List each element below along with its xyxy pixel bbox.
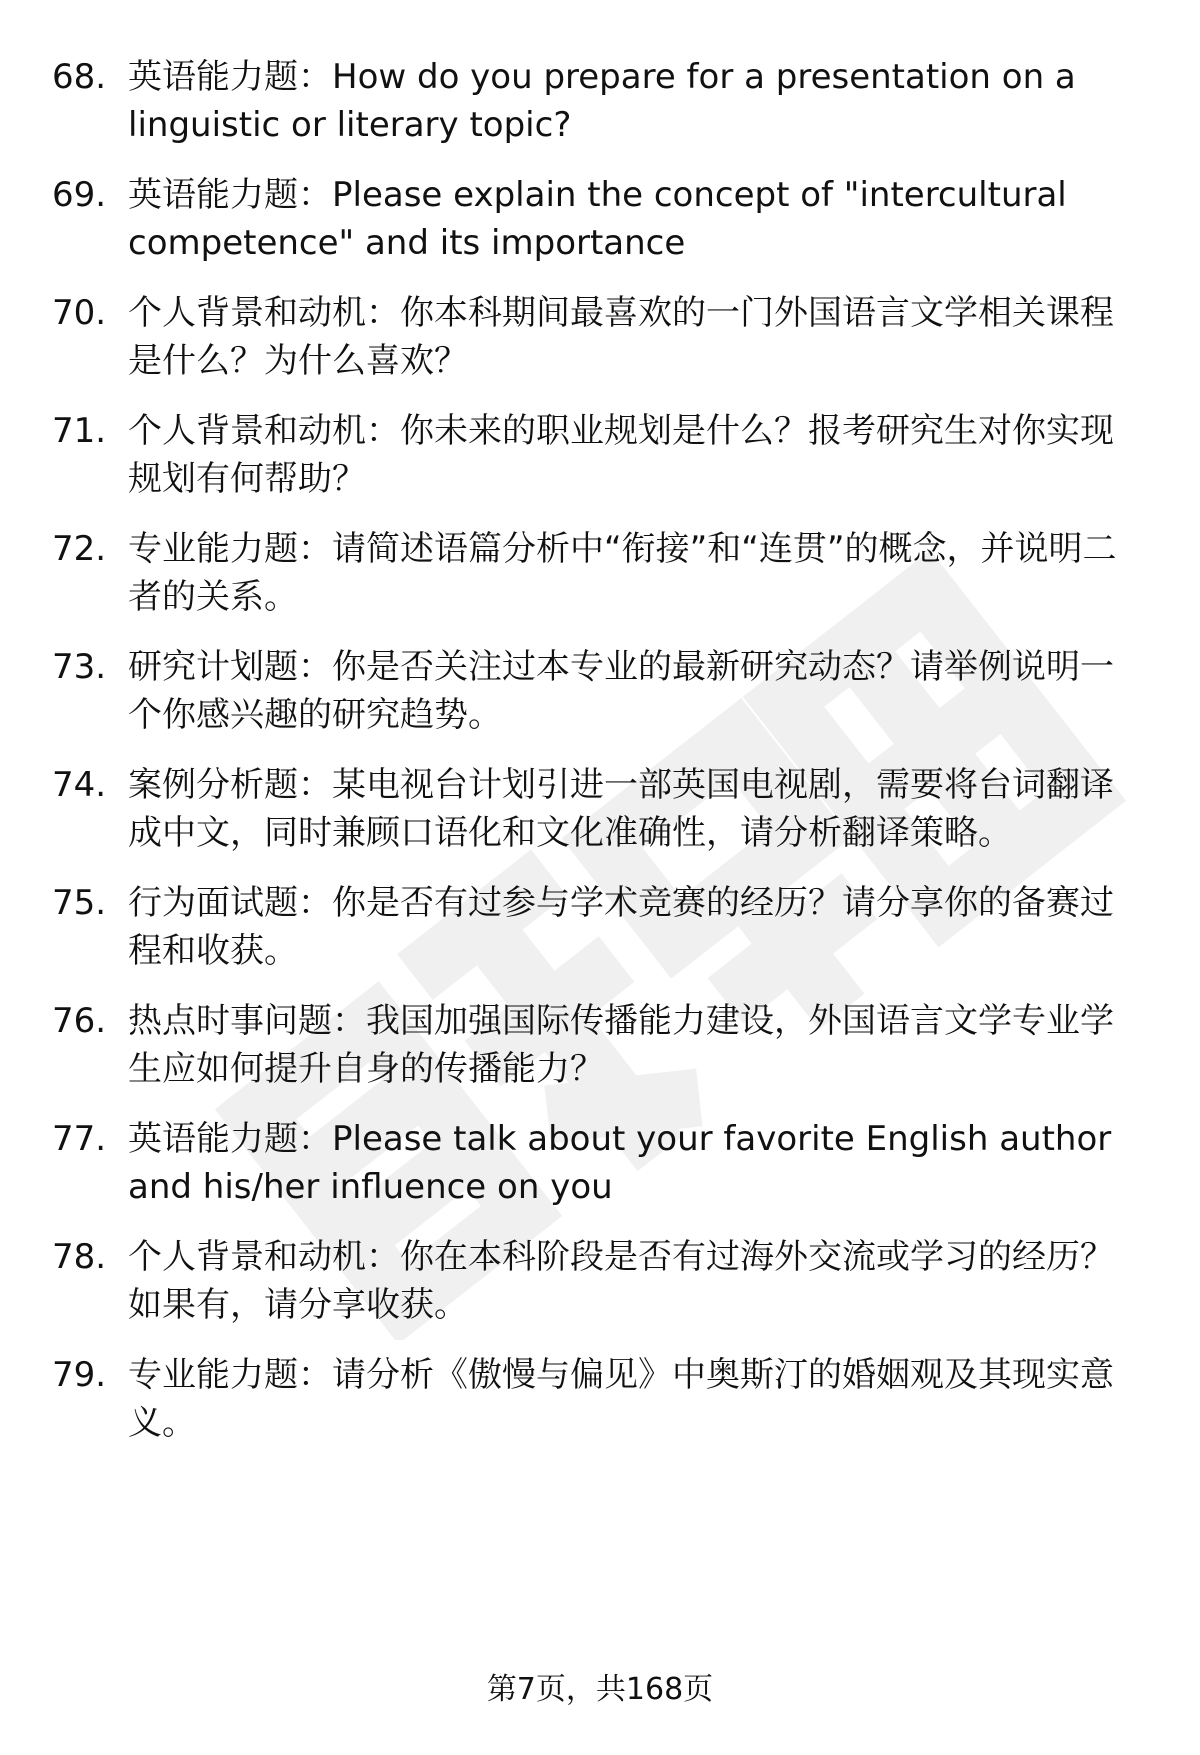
question-item	[0, 289, 1200, 399]
question-body: 你是否有过参与学术竞赛的经历？请分享你的备赛过程和收获。	[128, 883, 1114, 971]
question-text	[128, 171, 1138, 267]
question-item	[0, 761, 1200, 871]
question-item	[0, 1351, 1200, 1461]
question-body: 你本科期间最喜欢的一门外国语言文学相关课程是什么？为什么喜欢？	[128, 293, 1114, 381]
question-body: 我国加强国际传播能力建设，外国语言文学专业学生应如何提升自身的传播能力？	[128, 1001, 1114, 1089]
question-number: 77.	[52, 1119, 107, 1159]
question-item	[0, 997, 1200, 1107]
page-number-footer: 第7页，共168页	[486, 1672, 714, 1707]
question-category: 个人背景和动机：	[128, 293, 400, 333]
question-text	[128, 761, 1138, 857]
question-category: 英语能力题：	[128, 1119, 332, 1159]
question-body: 你是否关注过本专业的最新研究动态？请举例说明一个你感兴趣的研究趋势。	[128, 647, 1114, 735]
question-number: 78.	[52, 1237, 107, 1277]
question-item	[0, 879, 1200, 989]
question-body: 某电视台计划引进一部英国电视剧，需要将台词翻译成中文，同时兼顾口语化和文化准确性，请分析翻译策略。	[128, 765, 1114, 853]
question-category: 研究计划题：	[128, 647, 332, 687]
question-category: 专业能力题：	[128, 1355, 332, 1395]
question-number: 71.	[52, 411, 107, 451]
question-category: 英语能力题：	[128, 57, 332, 97]
question-text	[128, 53, 1138, 149]
question-item	[0, 53, 1200, 163]
question-category: 行为面试题：	[128, 883, 332, 923]
question-item	[0, 407, 1200, 517]
question-item	[0, 525, 1200, 635]
question-text	[128, 407, 1138, 503]
question-category: 专业能力题：	[128, 529, 332, 569]
question-body: 你在本科阶段是否有过海外交流或学习的经历？如果有，请分享收获。	[128, 1237, 1114, 1325]
question-text	[128, 525, 1138, 621]
question-text	[128, 1233, 1138, 1329]
question-item	[0, 1115, 1200, 1225]
question-body: Please talk about your favorite English author and his/her influence on you	[128, 1119, 1112, 1207]
question-body: 请简述语篇分析中“衔接”和“连贯”的概念，并说明二者的关系。	[128, 529, 1117, 617]
question-body: 你未来的职业规划是什么？报考研究生对你实现规划有何帮助？	[128, 411, 1114, 499]
question-text	[128, 289, 1138, 385]
question-number: 70.	[52, 293, 107, 333]
question-number: 72.	[52, 529, 107, 569]
question-category: 个人背景和动机：	[128, 411, 400, 451]
question-item	[0, 171, 1200, 281]
question-number: 79.	[52, 1355, 107, 1395]
question-number: 69.	[52, 175, 107, 215]
question-category: 个人背景和动机：	[128, 1237, 400, 1277]
question-category: 英语能力题：	[128, 175, 332, 215]
question-item	[0, 643, 1200, 753]
question-text	[128, 997, 1138, 1093]
question-text	[128, 643, 1138, 739]
question-category: 热点时事问题：	[128, 1001, 366, 1041]
question-item	[0, 1233, 1200, 1343]
question-text	[128, 1351, 1138, 1447]
question-number: 73.	[52, 647, 107, 687]
question-body: Please explain the concept of "intercultural competence" and its importance	[128, 175, 1067, 263]
question-number: 75.	[52, 883, 107, 923]
question-text	[128, 879, 1138, 975]
question-body: How do you prepare for a presentation on a linguistic or literary topic?	[128, 57, 1076, 145]
question-number: 74.	[52, 765, 107, 805]
question-number: 68.	[52, 57, 107, 97]
question-text	[128, 1115, 1138, 1211]
question-category: 案例分析题：	[128, 765, 332, 805]
question-body: 请分析《傲慢与偏见》中奥斯汀的婚姻观及其现实意义。	[128, 1355, 1114, 1443]
question-number: 76.	[52, 1001, 107, 1041]
